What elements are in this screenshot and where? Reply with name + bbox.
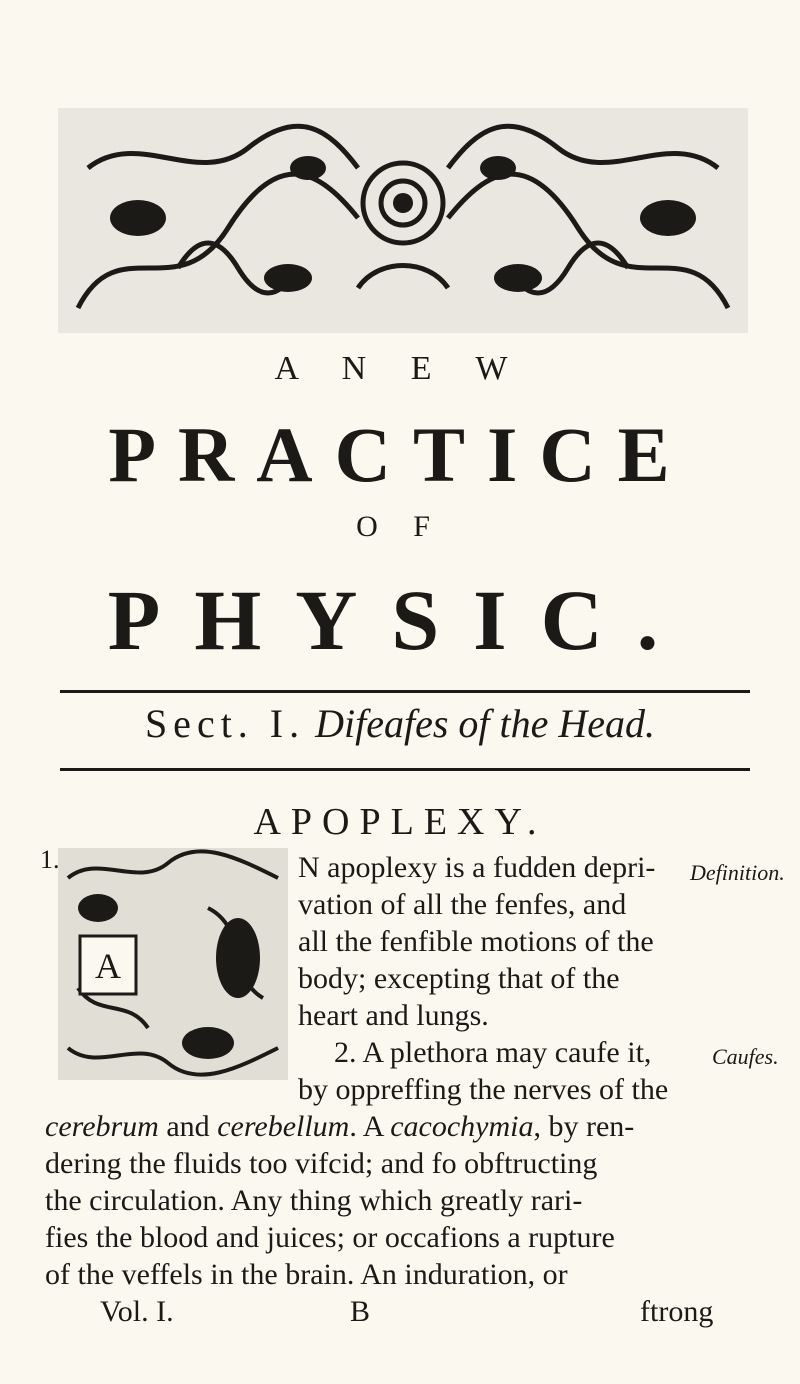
headpiece-ornament (58, 108, 748, 333)
text-line-6: 2. A plethora may caufe it, (334, 1036, 652, 1069)
section-title: Difeafes of the Head. (315, 701, 656, 746)
decorated-initial (58, 848, 288, 1080)
catchword: ftrong (640, 1295, 714, 1328)
text-by-ren: , by ren- (533, 1110, 635, 1143)
text-line-4: body; excepting that of the (298, 962, 620, 995)
chapter-title: APOPLEXY. (253, 801, 547, 843)
heading-physic: PHYSIC. (107, 572, 693, 668)
text-line-2: vation of all the fenfes, and (298, 888, 627, 921)
term-cacochymia: cacochymia (390, 1110, 534, 1143)
text-line-8 (45, 1108, 634, 1145)
margin-note-causes: Caufes. (712, 1044, 779, 1069)
text-line-3: all the fenfible motions of the (298, 925, 654, 958)
text-line-9: dering the fluids too vifcid; and fo obftructing (45, 1147, 598, 1180)
text-line-1: N apoplexy is a fudden depri- (298, 851, 656, 884)
text-line-10: the circulation. Any thing which greatly rari- (45, 1184, 583, 1217)
paragraph-number: 1. (40, 845, 60, 874)
heading-practice: PRACTICE (108, 411, 692, 498)
volume-label: Vol. I. (100, 1295, 174, 1328)
heading-a-new: A N E W (274, 350, 526, 387)
text-a: . A (349, 1110, 391, 1143)
term-cerebrum: cerebrum (45, 1110, 159, 1143)
text-line-11: fies the blood and juices; or occafions a rupture (45, 1221, 615, 1254)
bottom-rule (60, 768, 750, 771)
initial-letter: A (95, 946, 121, 986)
term-cerebellum: cerebellum (217, 1110, 350, 1143)
text-line-12: of the veffels in the brain. An induration, or (45, 1258, 568, 1291)
text-line-5: heart and lungs. (298, 999, 489, 1032)
margin-note-definition: Definition. (690, 860, 785, 885)
heading-of: O F (356, 510, 444, 543)
text-line-7: by oppreffing the nerves of the (298, 1073, 669, 1106)
text-and: and (158, 1110, 218, 1143)
top-rule (60, 690, 750, 693)
section-heading (0, 700, 800, 747)
signature-mark: B (350, 1295, 371, 1328)
section-label: Sect. I. (144, 701, 306, 746)
